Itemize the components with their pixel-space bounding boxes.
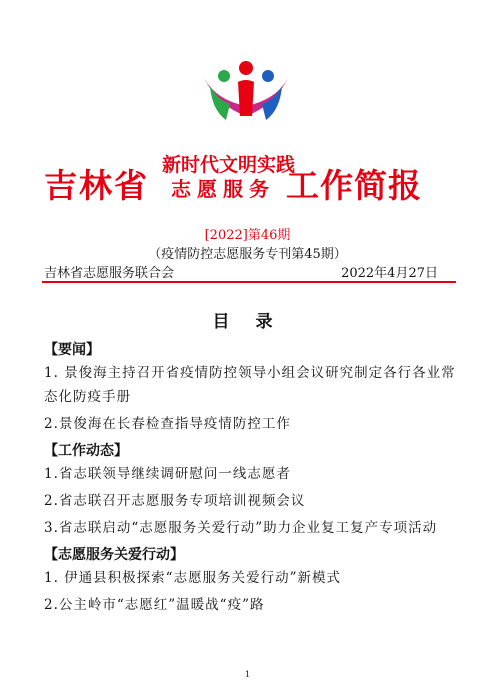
- toc-item[interactable]: 3.省志联启动“志愿服务关爱行动”助力企业复工复产专项活动: [44, 520, 438, 536]
- masthead-center: [162, 154, 296, 202]
- toc-section-heading: 【志愿服务关爱行动】: [44, 547, 184, 563]
- toc-title: 目 录: [212, 312, 283, 332]
- masthead-center-line2: 志愿服务: [171, 177, 275, 201]
- toc-section-heading: 【要闻】: [44, 342, 100, 358]
- table-of-contents: [44, 335, 464, 617]
- publish-date: 2022年4月27日: [341, 266, 438, 281]
- masthead-bulletin: 工作简报: [286, 166, 422, 205]
- toc-item[interactable]: 2.景俊海在长春检查指导疫情防控工作: [44, 416, 291, 432]
- toc-section-heading: 【工作动态】: [44, 443, 128, 459]
- masthead-center-line1: 新时代文明实践: [162, 154, 296, 176]
- page-number: 1: [244, 670, 251, 679]
- publisher: 吉林省志愿服务联合会: [44, 266, 175, 281]
- toc-item[interactable]: 1. 景俊海主持召开省疫情防控领导小组会议研究制定各行各业常态化防疫手册: [44, 365, 456, 405]
- volunteer-logo-icon: [196, 60, 296, 124]
- toc-item[interactable]: 2.公主岭市“志愿红”温暖战“疫”路: [44, 597, 265, 613]
- header-divider: [42, 281, 456, 283]
- issue-subtitle: （疫情防控志愿服务专刊第45期）: [148, 247, 347, 262]
- toc-item[interactable]: 1.省志联领导继续调研慰问一线志愿者: [44, 466, 291, 482]
- masthead-province: 吉林省: [44, 166, 149, 205]
- issue-number: [2022]第46期: [204, 228, 291, 243]
- toc-item[interactable]: 2.省志联召开志愿服务专项培训视频会议: [44, 493, 306, 509]
- toc-item[interactable]: 1. 伊通县积极探索“志愿服务关爱行动”新模式: [44, 570, 341, 586]
